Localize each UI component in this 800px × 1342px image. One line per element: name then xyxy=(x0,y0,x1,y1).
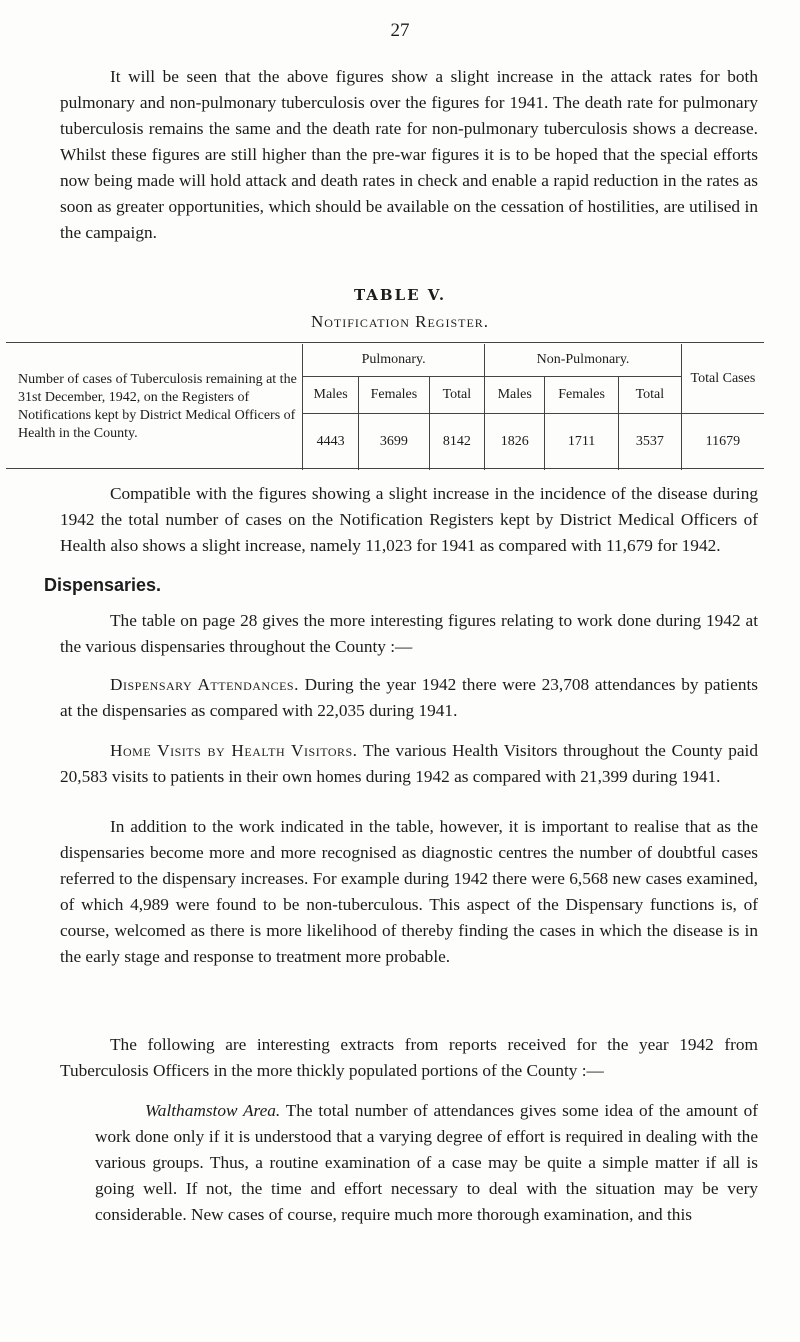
cell-total-cases: 11679 xyxy=(681,414,764,471)
home-visits-paragraph xyxy=(60,738,758,790)
attendances-paragraph xyxy=(60,672,758,724)
cell-pulmonary-males: 4443 xyxy=(302,414,358,471)
header-pulmonary-males: Males xyxy=(302,377,358,414)
attendances-title: Dispensary Attendances. xyxy=(110,675,299,694)
header-pulmonary-total: Total xyxy=(429,377,485,414)
cell-non-pulmonary-total: 3537 xyxy=(618,414,681,471)
walthamstow-paragraph xyxy=(95,1098,758,1228)
cell-pulmonary-females: 3699 xyxy=(359,414,429,471)
header-non-pulmonary-males: Males xyxy=(485,377,545,414)
cell-non-pulmonary-males: 1826 xyxy=(485,414,545,471)
header-total-cases: Total Cases xyxy=(681,344,764,414)
table-title: TABLE V. xyxy=(353,286,447,304)
heading-dispensaries: Dispensaries. xyxy=(44,575,162,595)
extracts-paragraph: The following are interesting extracts from reports received for the year 1942 from Tuberculosis Officers in the more thickly populated portions of the County :— xyxy=(60,1035,758,1080)
table-caption: Notification Register. xyxy=(310,312,490,331)
compatible-paragraph: Compatible with the figures showing a slight increase in the incidence of the disease during 1942 the total number of cases on the Notification Registers kept by District Medical Officers of Health also shows a slight increase, namely 11,023 for 1941 as compared with 11,679 for 1942. xyxy=(60,484,758,555)
attendances-text: During the year 1942 there were 23,708 attendances by patients at the dispensaries as compared with 22,035 during 1941. xyxy=(60,675,758,720)
intro-paragraph: It will be seen that the above figures show a slight increase in the attack rates for both pulmonary and non-pulmonary tuberculosis over the figures for 1941. The death rate for pulmonary tuberculosis remains the same and the death rate for non-pulmonary tuberculosis shows a decrease. Whilst these figures are still higher than the pre-war figures it is to be hoped that the special efforts now being made will hold attack and death rates in check and enable a rapid reduction in the rates as soon as greater opportunities, which should be available on the cessation of hostilities, are utilised in the campaign. xyxy=(60,67,758,242)
walthamstow-title: Walthamstow Area. xyxy=(145,1101,281,1120)
walthamstow-text: The total number of attendances gives some idea of the amount of work done only if it is understood that a varying degree of effort is required in dealing with the various groups. Thus, a routine examination of a case may be quite a simple matter if all is going well. If not, the time and effort necessary to deal with the situation may be very considerable. New cases of course, require much more thorough examination, and this xyxy=(95,1101,758,1224)
notification-register-table xyxy=(6,344,764,470)
table-row-label: Number of cases of Tuberculosis remaining at the 31st December, 1942, on the Registers of Notifications kept by District Medical Officers of Health in the County. xyxy=(18,372,297,441)
table-top-rule xyxy=(6,342,764,343)
home-visits-text: The various Health Visitors throughout the County paid 20,583 visits to patients in their own homes during 1942 as compared with 21,399 during 1941. xyxy=(60,741,758,786)
header-non-pulmonary-females: Females xyxy=(545,377,619,414)
header-non-pulmonary-total: Total xyxy=(618,377,681,414)
cell-pulmonary-total: 8142 xyxy=(429,414,485,471)
header-non-pulmonary: Non-Pulmonary. xyxy=(485,344,682,377)
page-number: 27 xyxy=(390,20,410,41)
header-pulmonary-females: Females xyxy=(359,377,429,414)
cell-non-pulmonary-females: 1711 xyxy=(545,414,619,471)
addition-paragraph: In addition to the work indicated in the table, however, it is important to realise that as the dispensaries become more and more recognised as diagnostic centres the number of doubtful cases referred to the dispensary increases. For example during 1942 there were 6,568 new cases examined, of which 4,989 were found to be non-tuberculous. This aspect of the Dispensary functions is, of course, welcomed as there is more likelihood of thereby finding the cases in which the disease is in the early stage and response to treatment more probable. xyxy=(60,817,758,966)
table-bottom-rule xyxy=(6,468,764,469)
table-reference-paragraph: The table on page 28 gives the more interesting figures relating to work done during 1942 at the various dispensaries throughout the County :— xyxy=(60,611,758,656)
home-visits-title: Home Visits by Health Visitors. xyxy=(110,741,358,760)
header-pulmonary: Pulmonary. xyxy=(302,344,484,377)
